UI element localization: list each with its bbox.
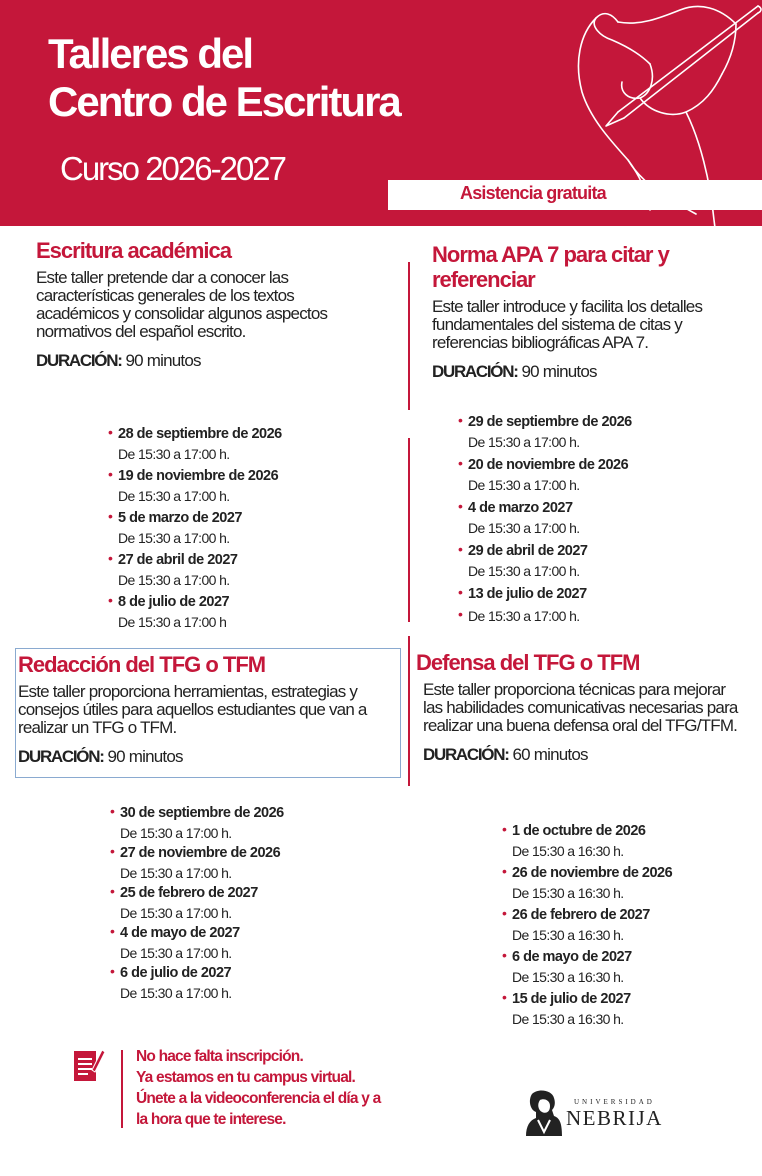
workshop-title: Defensa del TFG o TFM [416,650,640,675]
workshop-description: Este taller proporciona técnicas para mejorar las habilidades comunicativas necesarias para realizar una buena defensa oral del TFG/TFM. [423,680,738,735]
session-item [458,455,708,498]
duration-value: 60 minutos [512,745,588,764]
session-time: De 15:30 a 17:00 h. [120,825,232,841]
header-banner [0,0,762,226]
session-date: • 4 de marzo 2027 [468,500,573,516]
duration-label: DURACIÓN: [432,362,518,381]
session-time: De 15:30 a 17:00 h. [118,572,230,588]
note-line: Únete a la videoconferencia el día y a [136,1090,381,1107]
session-item [458,412,708,455]
session-item [108,424,348,466]
session-item [502,947,732,989]
session-time: De 15:30 a 17:00 h. [120,945,232,961]
duration-value: 90 minutos [521,362,597,381]
note-divider [121,1050,123,1128]
session-time: De 15:30 a 17:00 h. [468,477,580,493]
session-date: • 4 de mayo de 2027 [120,925,240,941]
session-date: • 6 de julio de 2027 [120,965,232,981]
duration-label: DURACIÓN: [36,351,122,370]
workshop-title-line-1: Norma APA 7 para citar y [432,242,669,267]
session-date: • 27 de noviembre de 2026 [120,845,281,861]
session-list-tfg-writing [110,803,360,1003]
session-time: De 15:30 a 17:00 h. [118,488,230,504]
workshop-duration [432,362,752,382]
session-item [502,863,732,905]
free-attendance-label: Asistencia gratuita [460,183,606,203]
divider-line [408,262,410,410]
workshop-title: Redacción del TFG o TFM [18,652,266,677]
session-date: • 6 de mayo de 2027 [512,949,632,965]
session-time: De 15:30 a 17:00 h. [120,905,232,921]
session-time: De 15:30 a 16:30 h. [512,969,624,985]
form-icon [72,1046,106,1084]
workshop-academic-writing [36,238,356,371]
session-date: • 29 de abril de 2027 [468,543,588,559]
note-line: No hace falta inscripción. [136,1048,303,1065]
session-time: De 15:30 a 16:30 h. [512,1011,624,1027]
workshop-duration [36,351,356,371]
session-item [458,541,708,584]
title-line-2: Centro de Escritura [48,78,400,125]
session-date: • 26 de noviembre de 2026 [512,865,673,881]
session-item [458,606,708,628]
session-list-academic-writing [108,424,348,634]
session-time: De 15:30 a 17:00 h. [468,520,580,536]
workshop-tfg-defense [416,650,746,765]
session-item [458,584,708,606]
workshop-apa7 [432,242,752,382]
logo-name: NEBRIJA [566,1106,663,1130]
session-date: • 1 de octubre de 2026 [512,823,646,839]
session-item [502,905,732,947]
workshop-duration [423,745,746,765]
session-item [502,821,732,863]
session-item [108,550,348,592]
session-item [108,592,348,634]
divider-line [408,438,410,622]
divider-line [408,636,410,786]
session-time: De 15:30 a 16:30 h. [512,885,624,901]
session-item [110,923,360,963]
session-item [108,466,348,508]
session-time: De 15:30 a 17:00 h. [118,530,230,546]
session-time: De 15:30 a 17:00 h. [468,434,580,450]
session-date: • 27 de abril de 2027 [118,552,238,568]
nebrija-logo-icon [524,1088,564,1138]
duration-label: DURACIÓN: [18,747,104,766]
session-date: • 19 de noviembre de 2026 [118,468,279,484]
session-date: • 28 de septiembre de 2026 [118,426,282,442]
session-item [110,963,360,1003]
duration-label: DURACIÓN: [423,745,509,764]
workshop-title: Escritura académica [36,238,232,263]
session-time: De 15:30 a 16:30 h. [512,927,624,943]
workshop-duration [18,747,398,767]
session-time: De 15:30 a 17:00 h [118,614,227,630]
session-time: De 15:30 a 17:00 h. [120,985,232,1001]
session-date: • 8 de julio de 2027 [118,594,230,610]
session-time: De 15:30 a 17:00 h. [120,865,232,881]
session-list-apa7 [458,412,708,628]
duration-value: 90 minutos [125,351,201,370]
logo-university-label: UNIVERSIDAD [574,1098,655,1106]
session-time: De 15:30 a 17:00 h. [468,563,580,579]
course-year: Curso 2026-2027 [60,150,286,187]
session-item [110,843,360,883]
session-date: • 25 de febrero de 2027 [120,885,258,901]
note-line: la hora que te interese. [136,1111,286,1128]
note-line: Ya estamos en tu campus virtual. [136,1069,356,1086]
session-time: De 15:30 a 17:00 h. [118,446,230,462]
session-item [458,498,708,541]
session-item [108,508,348,550]
session-date: • 20 de noviembre de 2026 [468,457,629,473]
session-item [502,989,732,1031]
session-date: • 15 de julio de 2027 [512,991,631,1007]
session-date: • 26 de febrero de 2027 [512,907,650,923]
session-item [110,803,360,843]
workshop-description: Este taller introduce y facilita los detalles fundamentales del sistema de citas y referencias bibliográficas APA 7. [432,297,703,352]
session-date: • 29 de septiembre de 2026 [468,414,632,430]
workshop-title-line-2: referenciar [432,267,535,292]
session-time: De 15:30 a 16:30 h. [512,843,624,859]
session-date: • 30 de septiembre de 2026 [120,805,284,821]
workshop-description: Este taller pretende dar a conocer las características generales de los textos académicos y consolidar algunos aspectos normativos del español escrito. [36,268,328,341]
title-line-1: Talleres del [48,30,253,77]
session-item [110,883,360,923]
session-time: • De 15:30 a 17:00 h. [468,608,580,624]
registration-note [136,1046,380,1130]
session-list-tfg-defense [502,821,732,1031]
workshop-title [432,242,752,292]
duration-value: 90 minutos [107,747,183,766]
page-title [48,30,400,126]
session-date: • 5 de marzo de 2027 [118,510,242,526]
session-date: • 13 de julio de 2027 [468,586,587,602]
workshop-description: Este taller proporciona herramientas, estrategias y consejos útiles para aquellos estudiantes que van a realizar un TFG o TFM. [18,682,367,737]
free-attendance-banner [388,180,762,210]
workshop-tfg-writing [18,652,398,767]
